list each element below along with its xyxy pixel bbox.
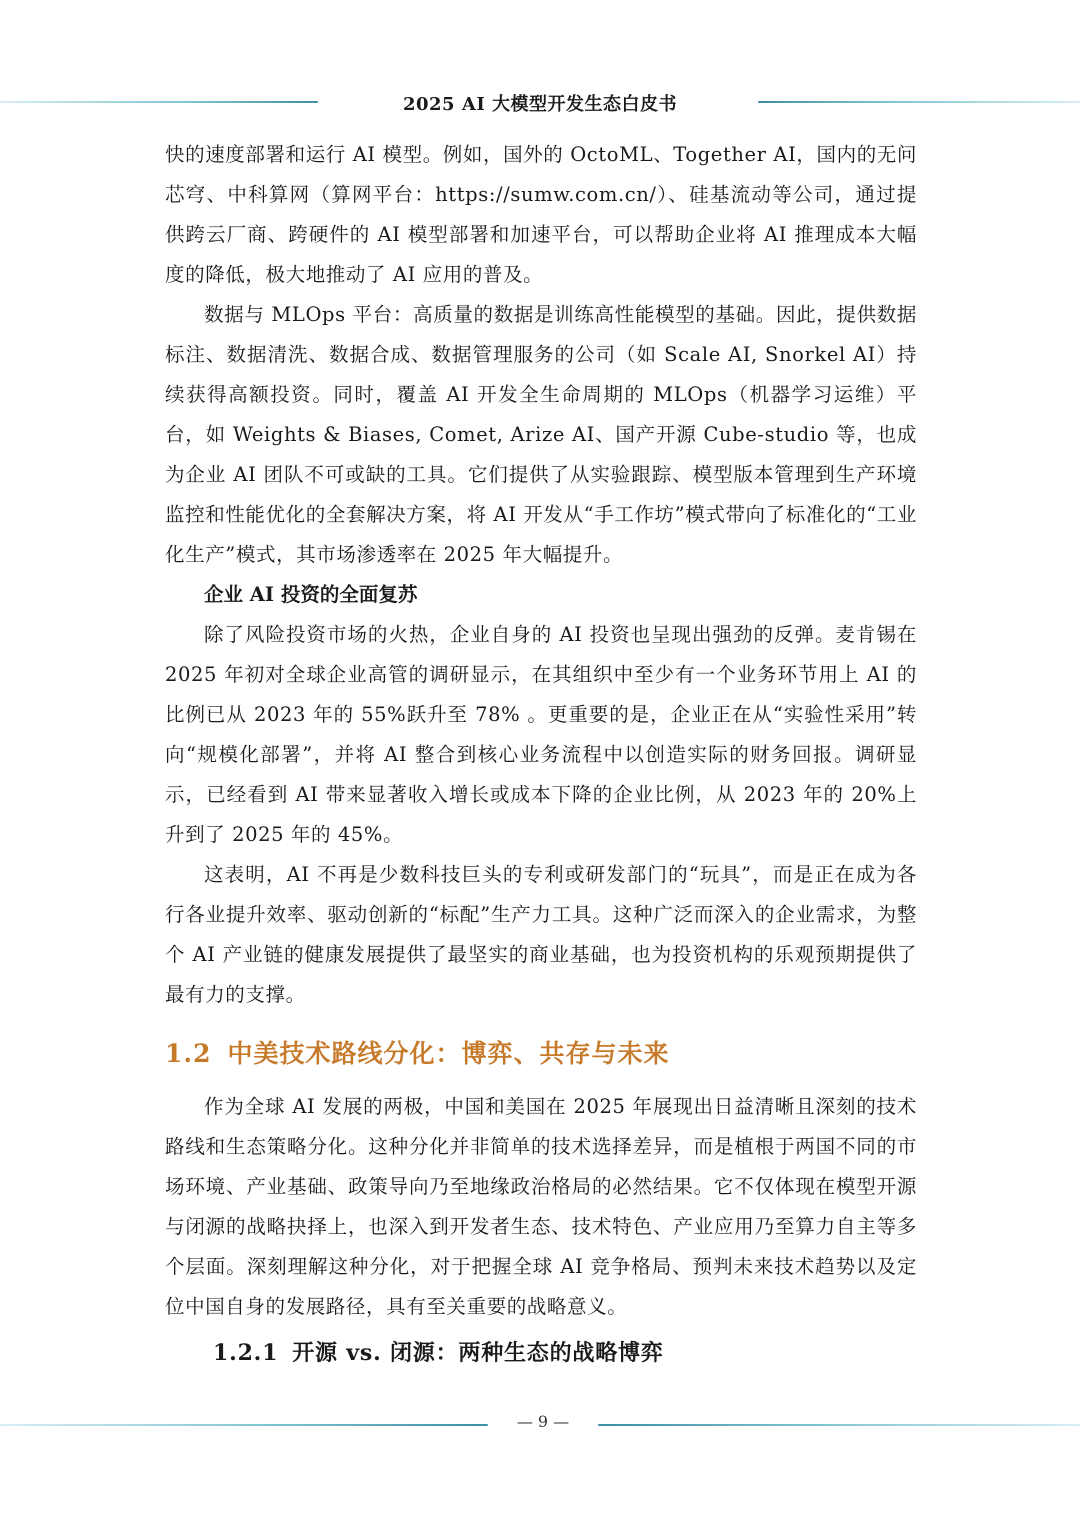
header-rule-right (758, 101, 1080, 103)
paragraph-data-mlops: 数据与 MLOps 平台：高质量的数据是训练高性能模型的基础。因此，提供数据标注、数据清洗、数据合成、数据管理服务的公司（如 Scale AI, Snorkel AI）持续获得高额投资。同时，覆盖 AI 开发全生命周期的 MLOps（机器学习运维）平台，如 Weights & Biases, Comet, Arize AI、国产开源 Cube-studio 等，也成为企业 AI 团队不可或缺的工具。它们提供了从实验跟踪、模型版本管理到生产环境监控和性能优化的全套解决方案，将 AI 开发从“手工作坊”模式带向了标准化的“工业化生产”模式，其市场渗透率在 2025 年大幅提升。 (165, 303, 917, 566)
paragraph-deployment-platforms: 快的速度部署和运行 AI 模型。例如，国外的 OctoML、Together AI，国内的无问芯穹、中科算网（算网平台：https://sumw.com.cn/）、硅基流动等公司，通过提供跨云厂商、跨硬件的 AI 模型部署和加速平台，可以帮助企业将 AI 推理成本大幅度的降低，极大地推动了 AI 应用的普及。 (165, 143, 917, 286)
page-body (165, 135, 917, 1373)
paragraph-ai-productivity: 这表明，AI 不再是少数科技巨头的专利或研发部门的“玩具”，而是正在成为各行各业提升效率、驱动创新的“标配”生产力工具。这种广泛而深入的企业需求，为整个 AI 产业链的健康发展提供了最坚实的商业基础，也为投资机构的乐观预期提供了最有力的支撑。 (165, 863, 917, 1006)
paragraph-enterprise-investment: 除了风险投资市场的火热，企业自身的 AI 投资也呈现出强劲的反弹。麦肯锡在 2025 年初对全球企业高管的调研显示，在其组织中至少有一个业务环节用上 AI 的比例已从 2023 年的 55%跃升至 78% 。更重要的是，企业正在从“实验性采用”转向“规模化部署”，并将 AI 整合到核心业务流程中以创造实际的财务回报。调研显示，已经看到 AI 带来显著收入增长或成本下降的企业比例，从 2023 年的 20%上升到了 2025 年的 45%。 (165, 623, 917, 846)
section-heading-text: 中美技术路线分化：博弈、共存与未来 (227, 1039, 670, 1068)
subsection-number: 1.2.1 (213, 1340, 279, 1366)
footer-rule-right (598, 1424, 1080, 1426)
page-footer (0, 1412, 1080, 1438)
footer-rule-left (0, 1424, 488, 1426)
subsection-heading-text: 开源 vs. 闭源：两种生态的战略博弈 (292, 1340, 664, 1366)
subheading-enterprise-investment: 企业 AI 投资的全面复苏 (204, 583, 418, 606)
section-number: 1.2 (165, 1039, 212, 1068)
subsection-heading (165, 1333, 917, 1373)
header-rule-left (0, 101, 318, 103)
section-heading (165, 1025, 917, 1087)
header-title: 2025 AI 大模型开发生态白皮书 (402, 94, 677, 115)
page-number: — 9 — (516, 1412, 570, 1431)
paragraph-us-china-divergence: 作为全球 AI 发展的两极，中国和美国在 2025 年展现出日益清晰且深刻的技术路线和生态策略分化。这种分化并非简单的技术选择差异，而是植根于两国不同的市场环境、产业基础、政策导向乃至地缘政治格局的必然结果。它不仅体现在模型开源与闭源的战略抉择上，也深入到开发者生态、技术特色、产业应用乃至算力自主等多个层面。深刻理解这种分化，对于把握全球 AI 竞争格局、预判未来技术趋势以及定位中国自身的发展路径，具有至关重要的战略意义。 (165, 1095, 917, 1318)
page-header (0, 88, 1080, 118)
